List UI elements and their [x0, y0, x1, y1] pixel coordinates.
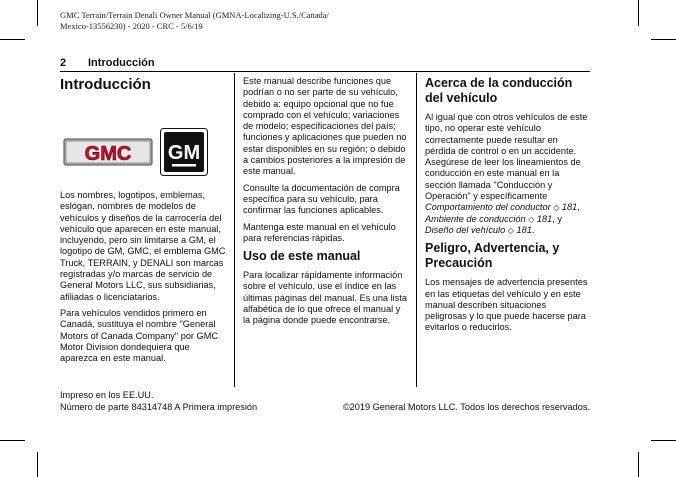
column-2 — [243, 76, 409, 332]
crop-mark — [0, 440, 25, 441]
gmc-logo-text: GMC — [84, 143, 132, 165]
page-ref-icon: ◇ — [553, 203, 560, 213]
column-1 — [60, 76, 228, 369]
page-number: 2 — [60, 57, 67, 69]
page-footer — [60, 389, 590, 413]
keep-manual-paragraph: Mantenga este manual en el vehículo para referencias rápidas. — [243, 221, 396, 243]
crop-mark — [638, 0, 639, 26]
section-heading-warnings: Peligro, Advertencia, y Precaución — [425, 241, 560, 271]
header-rule — [60, 71, 590, 72]
crop-mark — [651, 440, 676, 441]
meta-line-2: Mexico-13556230) - 2020 - CRC - 5/6/19 — [60, 21, 203, 31]
xref-page-1[interactable]: 181 — [561, 202, 578, 213]
running-head — [60, 57, 590, 69]
page-ref-icon: ◇ — [528, 214, 535, 224]
crop-mark — [0, 39, 25, 40]
xref-driver-behavior[interactable]: Comportamiento del conductor — [425, 202, 551, 213]
trademarks-paragraph: Los nombres, logotipos, emblemas, eslógan, nombres de modelos de vehículos y diseños de la carrocería del vehículo que aparecen en este manual, incluyendo, pero sin limitarse a GM, el logotipo de GM, GMC, el emblema GMC Truck, TERRAIN, y DENALI son marcas registradas y/o marcas de servicio de General Motors LLC, sus subsidiarias, afiliadas o licenciatarios. — [60, 190, 226, 302]
gmc-logo — [63, 138, 153, 166]
document-meta-header — [60, 10, 480, 32]
xref-separator: , — [577, 202, 580, 213]
warnings-paragraph: Los mensajes de advertencia presentes en las etiquetas del vehículo y en este manual describen situaciones peligrosas y lo que puede hacerse para evitarlos o reducirlos. — [425, 277, 588, 333]
xref-end: . — [531, 224, 535, 235]
section-heading-usage: Uso de este manual — [243, 249, 361, 264]
usage-paragraph: Para localizar rápidamente información sobre el vehículo, use el índice en las últimas páginas del manual. Es una lista alfabética de lo que ofrece el manual y la página donde puede encontrarse. — [243, 270, 407, 326]
manual-scope-paragraph: Este manual describe funciones que podrían o no ser parte de su vehículo, debido a: equipo opcional que no fue comprado con el vehículo; variaciones de modelo; especificaciones del país; funciones y aplicaciones que pueden no estar disponibles en su región; o debido a cambios posteriores a la impresión de este manual. — [243, 76, 407, 177]
crop-mark — [37, 0, 38, 26]
xref-page-3[interactable]: 181 — [516, 224, 532, 235]
xref-separator: , y — [552, 213, 562, 224]
page-title: Introducción — [60, 76, 151, 93]
canada-paragraph: Para vehículos vendidos primero en Canadá, sustituya el nombre "General Motors of Canada Company" por GMC Motor Division dondequiera que aparezca en este manual. — [60, 307, 218, 364]
xref-page-2[interactable]: 181 — [536, 213, 553, 224]
crop-mark — [37, 452, 38, 477]
gm-logo — [160, 128, 208, 176]
gm-logo-text: GM — [167, 142, 201, 164]
driving-paragraph — [425, 112, 590, 236]
column-divider — [234, 73, 235, 387]
running-head-section: Introducción — [88, 57, 155, 69]
crop-mark — [651, 39, 676, 40]
copyright: ©2019 General Motors LLC. Todos los derechos reservados. — [342, 402, 590, 412]
purchase-docs-paragraph: Consulte la documentación de compra específica para su vehículo, para confirmar las funciones aplicables. — [243, 182, 400, 216]
xref-driving-environment[interactable]: Ambiente de conducción — [425, 213, 526, 224]
column-divider — [416, 73, 417, 387]
printed-in: Impreso en los EE.UU. — [60, 390, 154, 400]
brand-logos — [60, 104, 228, 190]
section-heading-driving: Acerca de la conducción del vehículo — [425, 76, 573, 105]
meta-line-1: GMC Terrain/Terrain Denali Owner Manual (GMNA-Localizing-U.S./Canada/ — [60, 10, 329, 20]
xref-vehicle-design[interactable]: Diseño del vehículo — [425, 224, 506, 235]
driving-paragraph-text: Al igual que con otros vehículos de este tipo, no operar este vehículo correctamente puede resultar en pérdida de control o en un accidente. Asegúrese de leer los lineamientos de conducción en este manual en la sección llamada "Conducción y Operación" y específicamente — [425, 112, 588, 202]
part-number: Número de parte 84314748 A Primera impresión — [60, 402, 258, 412]
column-3 — [425, 76, 590, 339]
page-ref-icon: ◇ — [507, 225, 514, 235]
crop-mark — [638, 452, 639, 477]
